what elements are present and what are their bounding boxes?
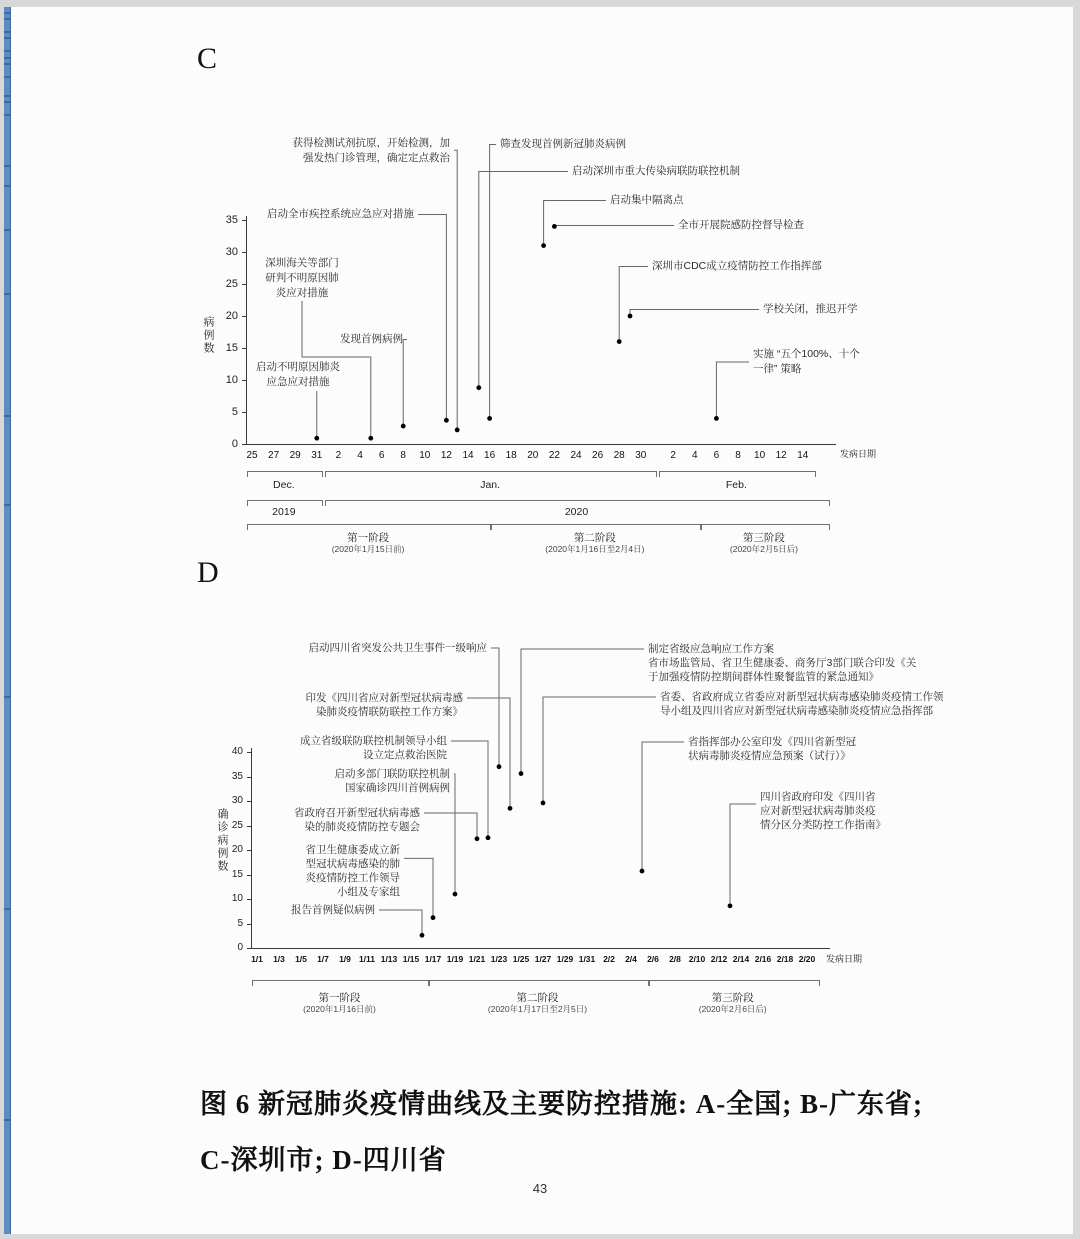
- x-tick-label: 20: [527, 450, 539, 461]
- bracket-sublabel: (2020年1月16日前): [303, 1004, 376, 1014]
- bracket-label: 第一阶段: [318, 992, 361, 1004]
- x-tick-label: 1/31: [578, 954, 596, 964]
- y-tick-label: 0: [237, 942, 243, 953]
- x-tick-label: 29: [289, 450, 301, 461]
- annotation-四川省政府印发分区分类防控工作指南: 四川省政府印发《四川省 应对新型冠状病毒肺炎疫 情分区分类防控工作指南》: [760, 791, 886, 831]
- y-axis-tick: [247, 752, 251, 753]
- leader-dot: [487, 416, 492, 421]
- y-axis-tick: [242, 348, 246, 349]
- leader-dot: [431, 915, 436, 920]
- y-tick-label: 0: [231, 438, 238, 450]
- bracket: [252, 980, 430, 986]
- y-axis-tick: [242, 380, 246, 381]
- bracket-label: Jan.: [480, 479, 501, 491]
- y-tick-label: 5: [231, 406, 238, 418]
- y-tick-label: 25: [225, 278, 238, 290]
- leader-dot: [455, 428, 460, 433]
- x-tick-label: 1/7: [317, 954, 329, 964]
- y-axis-tick: [247, 899, 251, 900]
- leader-line: [379, 910, 422, 935]
- bracket-label: Feb.: [725, 479, 747, 491]
- x-tick-label: 12: [775, 450, 787, 461]
- annotation-印发四川省联防联控工作方案: 印发《四川省应对新型冠状病毒感 染肺炎疫情联防联控工作方案》: [305, 692, 463, 718]
- x-tick-label: 8: [400, 450, 406, 461]
- leader-dot: [497, 764, 502, 769]
- x-tick-label: 1/17: [424, 954, 442, 964]
- y-tick-label: 20: [231, 844, 243, 855]
- leader-line: [454, 150, 457, 430]
- x-tick-label: 31: [311, 450, 323, 461]
- y-tick-label: 35: [231, 770, 243, 782]
- annotation-启动多部门联防联控机制: 启动多部门联防联控机制 国家确诊四川首例病例: [334, 768, 450, 794]
- y-axis-tick: [242, 252, 246, 253]
- leader-dot: [420, 933, 425, 938]
- x-tick-label: 2: [335, 450, 342, 461]
- x-tick-label: 1/21: [468, 954, 486, 964]
- x-tick-label: 1/9: [339, 954, 351, 964]
- y-axis-tick: [242, 316, 246, 317]
- x-tick-label: 4: [357, 450, 363, 461]
- y-tick-label: 25: [231, 819, 243, 831]
- x-tick-label: 2/8: [669, 954, 681, 964]
- leader-line: [479, 172, 568, 388]
- bracket-sublabel: (2020年1月17日至2月5日): [487, 1004, 588, 1014]
- leader-line: [543, 697, 656, 803]
- y-axis-tick: [247, 826, 251, 827]
- y-axis-line: [246, 216, 247, 444]
- figure-caption-line2: C-深圳市; D-四川省: [200, 1145, 447, 1175]
- annotation-启动深圳市重大传染病联防联控机制: 启动深圳市重大传染病联防联控机制: [572, 165, 740, 177]
- bracket-sublabel: (2020年2月5日后): [729, 544, 798, 554]
- x-axis-line: [246, 444, 836, 445]
- y-axis-tick: [242, 220, 246, 221]
- bracket: [648, 980, 821, 986]
- x-tick-label: 1/5: [295, 954, 307, 964]
- leader-line: [467, 698, 510, 808]
- leader-dot: [541, 801, 546, 806]
- leader-dot: [475, 836, 480, 841]
- bracket: [659, 471, 815, 477]
- leader-dot: [508, 806, 513, 811]
- x-tick-label: 6: [378, 450, 385, 461]
- y-tick-label: 30: [231, 795, 243, 806]
- x-tick-label: 1/15: [402, 954, 420, 964]
- y-axis-tick: [242, 412, 246, 413]
- annotation-深圳市CDC成立疫情防控工作指挥部: 深圳市CDC成立疫情防控工作指挥部: [652, 260, 822, 272]
- leader-line: [544, 201, 606, 246]
- leader-dot: [728, 903, 733, 908]
- y-tick-label: 10: [225, 374, 238, 386]
- x-tick-label: 1/25: [512, 954, 530, 964]
- y-axis-title: 确诊病例数: [216, 808, 228, 873]
- x-tick-label: 4: [692, 450, 698, 461]
- leader-dot: [444, 418, 449, 423]
- bracket-label: 第一阶段: [347, 532, 390, 544]
- leader-line: [404, 858, 433, 917]
- x-tick-label: 14: [462, 450, 474, 461]
- leader-dot: [401, 424, 406, 429]
- bracket-label: 第二阶段: [516, 992, 559, 1004]
- leader-line: [619, 267, 648, 342]
- leader-line: [730, 804, 756, 906]
- leader-dot: [453, 892, 458, 897]
- y-tick-label: 20: [225, 310, 238, 322]
- annotation-学校关闭推迟开学: 学校关闭，推迟开学: [763, 303, 858, 315]
- leader-line: [424, 813, 477, 839]
- x-tick-label: 1/11: [358, 954, 376, 964]
- leader-line: [490, 145, 496, 419]
- x-tick-label: 1/19: [446, 954, 464, 964]
- leader-dot: [314, 436, 319, 441]
- x-tick-label: 18: [505, 450, 517, 461]
- annotation-成立省级联防联控机制领导小组: 成立省级联防联控机制领导小组 设立定点救治医院: [300, 735, 447, 761]
- bracket-sublabel: (2020年2月6日后): [698, 1004, 767, 1014]
- x-tick-label: 1/27: [534, 954, 552, 964]
- x-tick-label: 8: [735, 450, 741, 461]
- leader-dot: [552, 224, 557, 229]
- annotation-发现首例病例: 发现首例病例: [340, 333, 403, 345]
- y-axis-title: 病例数: [202, 316, 214, 355]
- y-axis-tick: [247, 777, 251, 778]
- annotation-省卫生健康委成立领导小组及专家组: 省卫生健康委成立新 型冠状病毒感染的肺 炎疫情防控工作领导 小组及专家组: [305, 844, 400, 898]
- bracket-label: 2019: [272, 506, 296, 518]
- bracket-label: 第二阶段: [573, 532, 616, 544]
- scan-edge-right: [1073, 0, 1080, 1239]
- x-tick-label: 2/6: [647, 954, 659, 964]
- figure-caption-line1: 图 6 新冠肺炎疫情曲线及主要防控措施: A-全国; B-广东省;: [200, 1089, 923, 1119]
- x-tick-label: 26: [592, 450, 604, 461]
- x-tick-label: 2/16: [754, 954, 772, 964]
- x-tick-label: 2/10: [688, 954, 706, 964]
- annotation-省政府召开疫情防控专题会: 省政府召开新型冠状病毒感 染的肺炎疫情防控专题会: [294, 807, 420, 833]
- leader-dot: [640, 869, 645, 874]
- annotation-启动四川省突发公共卫生事件一级响应: 启动四川省突发公共卫生事件一级响应: [308, 642, 487, 654]
- x-tick-label: 2/12: [710, 954, 728, 964]
- y-axis-tick: [247, 850, 251, 851]
- annotation-制定省级应急响应工作方案: 制定省级应急响应工作方案 省市场监管局、省卫生健康委、商务厅3部门联合印发《关 于加强疫情防控期间群体性聚餐监管的紧急通知》: [648, 643, 917, 683]
- leader-line: [418, 215, 446, 421]
- y-tick-label: 15: [231, 868, 243, 880]
- bracket-label: 第三阶段: [742, 532, 785, 544]
- y-axis-tick: [247, 924, 251, 925]
- leader-line: [451, 741, 488, 838]
- x-tick-label: 2/4: [625, 954, 637, 964]
- leader-line: [491, 648, 499, 767]
- annotation-启动不明原因肺炎应急应对措施: 启动不明原因肺炎 应急应对措施: [256, 361, 340, 388]
- annotation-筛查发现首例新冠肺炎病例: 筛查发现首例新冠肺炎病例: [500, 138, 626, 150]
- leader-dot: [714, 416, 719, 421]
- y-axis-tick: [247, 801, 251, 802]
- annotation-报告首例疑似病例: 报告首例疑似病例: [291, 904, 375, 916]
- leader-line: [642, 742, 684, 871]
- y-axis-tick: [242, 444, 246, 445]
- x-tick-label: 12: [440, 450, 452, 461]
- x-tick-label: 2/18: [776, 954, 794, 964]
- x-axis-title: 发病日期: [840, 449, 877, 459]
- x-tick-label: 27: [268, 450, 280, 461]
- leader-line: [454, 774, 455, 894]
- x-tick-label: 1/13: [380, 954, 398, 964]
- x-tick-label: 30: [635, 450, 647, 461]
- annotation-全市开展院感防控督导检查: 全市开展院感防控督导检查: [678, 219, 804, 231]
- bracket-label: Dec.: [273, 479, 295, 491]
- y-tick-label: 35: [225, 214, 238, 226]
- bracket-sublabel: (2020年1月15日前): [331, 544, 405, 554]
- x-tick-label: 1/3: [273, 954, 285, 964]
- annotation-实施五个100十个一律策略: 实施 “五个100%、十个 一律” 策略: [753, 348, 860, 375]
- x-tick-label: 1/1: [251, 954, 263, 964]
- y-tick-label: 40: [231, 746, 243, 757]
- leader-dot: [541, 243, 546, 248]
- y-axis-line: [251, 748, 252, 948]
- scan-edge-left: [0, 0, 4, 1239]
- panel-label-d: D: [197, 556, 219, 589]
- annotation-启动集中隔离点: 启动集中隔离点: [610, 194, 684, 206]
- annotation-获得检测试剂抗原开始检测: 获得检测试剂抗原，开始检测，加 强发热门诊管理，确定定点救治: [292, 137, 450, 164]
- scan-edge-bottom: [0, 1234, 1080, 1239]
- y-axis-tick: [247, 948, 251, 949]
- annotation-省指挥部办公室印发应急预案: 省指挥部办公室印发《四川省新型冠 状病毒肺炎疫情应急预案（试行）》: [688, 736, 856, 762]
- x-axis-title: 发病日期: [826, 954, 863, 964]
- y-tick-label: 15: [225, 342, 238, 354]
- leader-dot: [476, 385, 481, 390]
- x-tick-label: 24: [570, 450, 582, 461]
- bracket-sublabel: (2020年1月16日至2月4日): [545, 544, 645, 554]
- x-tick-label: 14: [797, 450, 809, 461]
- x-tick-label: 1/23: [490, 954, 508, 964]
- y-axis-tick: [247, 875, 251, 876]
- annotation-省委省政府成立工作领导小组及应急指挥部: 省委、省政府成立省委应对新型冠状病毒感染肺炎疫情工作领 导小组及四川省应对新型冠状病毒感染肺炎疫情应急指挥部: [660, 691, 944, 717]
- x-tick-label: 22: [548, 450, 560, 461]
- leader-dot: [617, 339, 622, 344]
- x-tick-label: 1/29: [556, 954, 574, 964]
- y-tick-label: 5: [237, 917, 243, 929]
- leader-line: [403, 340, 407, 427]
- y-tick-label: 30: [225, 246, 238, 258]
- leader-line: [554, 226, 674, 227]
- x-tick-label: 2: [670, 450, 676, 461]
- leader-line: [521, 649, 644, 774]
- x-axis-line: [251, 948, 830, 949]
- bracket: [428, 980, 650, 986]
- x-tick-label: 2/20: [798, 954, 816, 964]
- x-tick-label: 6: [713, 450, 720, 461]
- page-number: 43: [532, 1181, 548, 1196]
- annotation-启动全市疾控系统应急应对措施: 启动全市疾控系统应急应对措施: [267, 208, 414, 220]
- bracket: [247, 471, 324, 477]
- x-tick-label: 2/14: [732, 954, 750, 964]
- x-tick-label: 10: [419, 450, 431, 461]
- x-tick-label: 28: [613, 450, 625, 461]
- x-tick-label: 2/2: [603, 954, 615, 964]
- scan-edge-top: [0, 0, 1080, 7]
- x-tick-label: 16: [484, 450, 496, 461]
- bracket-label: 第三阶段: [711, 992, 754, 1004]
- annotation-深圳海关等部门研判: 深圳海关等部门 研判不明原因肺 炎应对措施: [265, 257, 339, 299]
- panel-label-c: C: [197, 42, 218, 75]
- leader-dot: [519, 771, 524, 776]
- x-tick-label: 10: [754, 450, 766, 461]
- y-tick-label: 10: [231, 893, 243, 904]
- leader-dot: [628, 314, 633, 319]
- leader-line: [630, 310, 759, 317]
- leader-dot: [486, 835, 491, 840]
- leader-dot: [368, 436, 373, 441]
- leader-line: [716, 362, 749, 418]
- y-axis-tick: [242, 284, 246, 285]
- x-tick-label: 25: [246, 450, 258, 461]
- bracket-label: 2020: [564, 506, 589, 518]
- bracket: [325, 471, 656, 477]
